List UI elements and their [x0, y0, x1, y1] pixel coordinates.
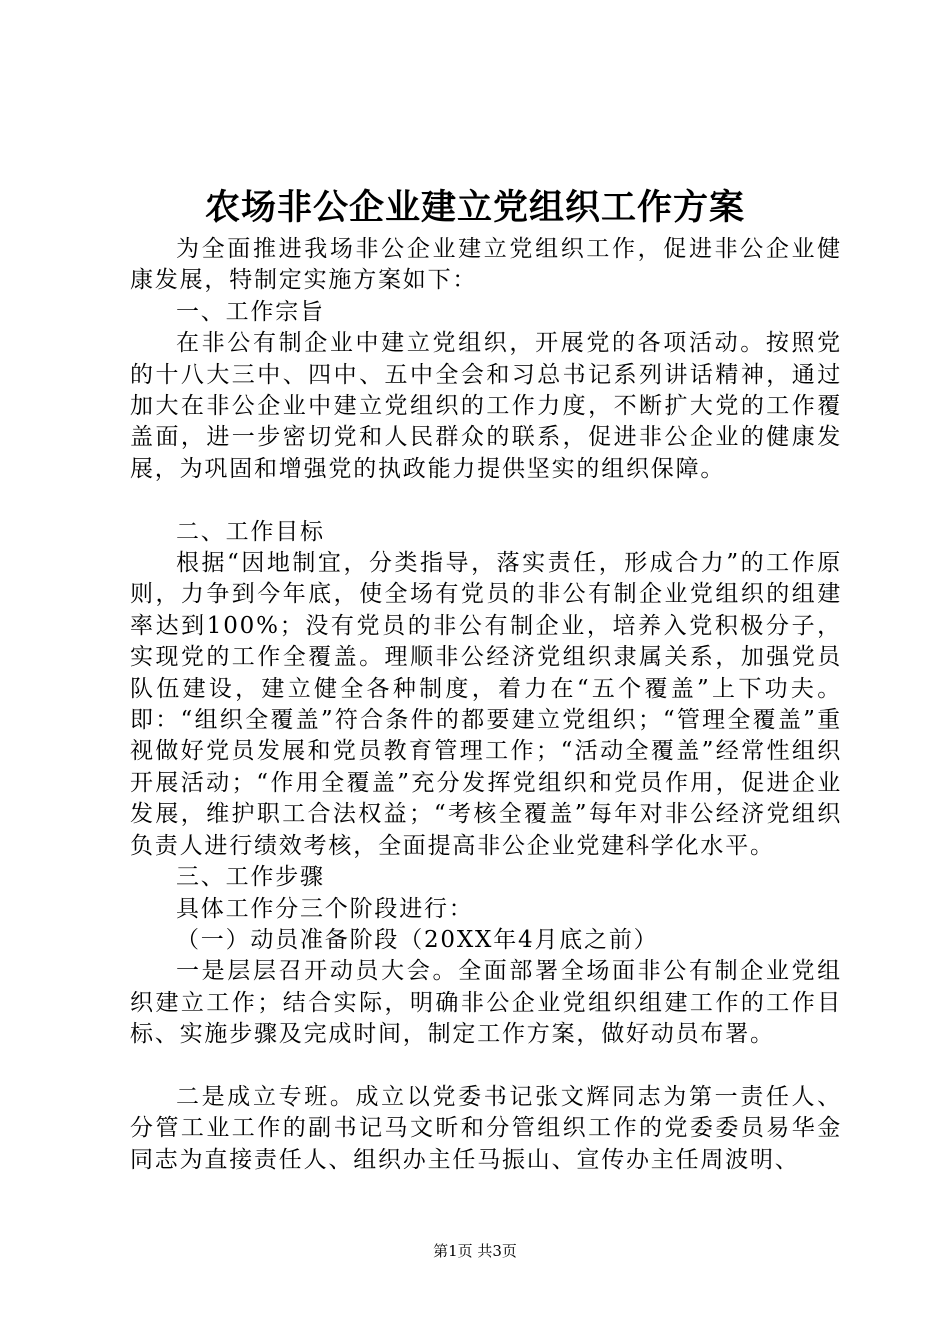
phase-one-item-one: 一是层层召开动员大会。全面部署全场面非公有制企业党组织建立工作；结合实际，明确非公企业党组织组建工作的工作目标、实施步骤及完成时间，制定工作方案，做好动员布署。: [130, 958, 842, 1048]
goals-paragraph: 根据“因地制宜，分类指导，落实责任，形成合力”的工作原则，力争到今年底，使全场有党员的非公有制企业党组织的组建率达到100%；没有党员的非公有制企业，培养入党积极分子，实现党的工作全覆盖。理顺非公经济党组织隶属关系，加强党员队伍建设，建立健全各种制度，着力在“五个覆盖”上下功夫。即：“组织全覆盖”符合条件的都要建立党组织；“管理全覆盖”重视做好党员发展和党员教育管理工作；“活动全覆盖”经常性组织开展活动；“作用全覆盖”充分发挥党组织和党员作用，促进企业发展，维护职工合法权益；“考核全覆盖”每年对非公经济党组织负责人进行绩效考核，全面提高非公企业党建科学化水平。: [130, 550, 842, 859]
phase-one-heading: （一）动员准备阶段（20XX年4月底之前）: [176, 926, 659, 953]
steps-intro-paragraph: 具体工作分三个阶段进行：: [176, 895, 474, 922]
purpose-paragraph: 在非公有制企业中建立党组织，开展党的各项活动。按照党的十八大三中、四中、五中全会和习总书记系列讲话精神，通过加大在非公企业中建立党组织的工作力度，不断扩大党的工作覆盖面，进一步密切党和人民群众的联系，促进非公企业的健康发展，为巩固和增强党的执政能力提供坚实的组织保障。: [130, 330, 842, 482]
intro-paragraph: 为全面推进我场非公企业建立党组织工作，促进非公企业健康发展，特制定实施方案如下：: [130, 236, 842, 294]
section-heading-steps: 三、工作步骤: [176, 864, 325, 891]
document-body: [130, 234, 842, 1176]
section-heading-purpose: 一、工作宗旨: [176, 298, 325, 325]
phase-one-item-two: 二是成立专班。成立以党委书记张文辉同志为第一责任人、分管工业工作的副书记马文昕和分管组织工作的党委委员易华金同志为直接责任人、组织办主任马振山、宣传办主任周波明、: [130, 1083, 842, 1173]
page-number-footer: 第1页 共3页: [433, 1242, 517, 1260]
section-heading-goals: 二、工作目标: [176, 518, 325, 545]
document-title: 农场非公企业建立党组织工作方案: [204, 187, 745, 228]
